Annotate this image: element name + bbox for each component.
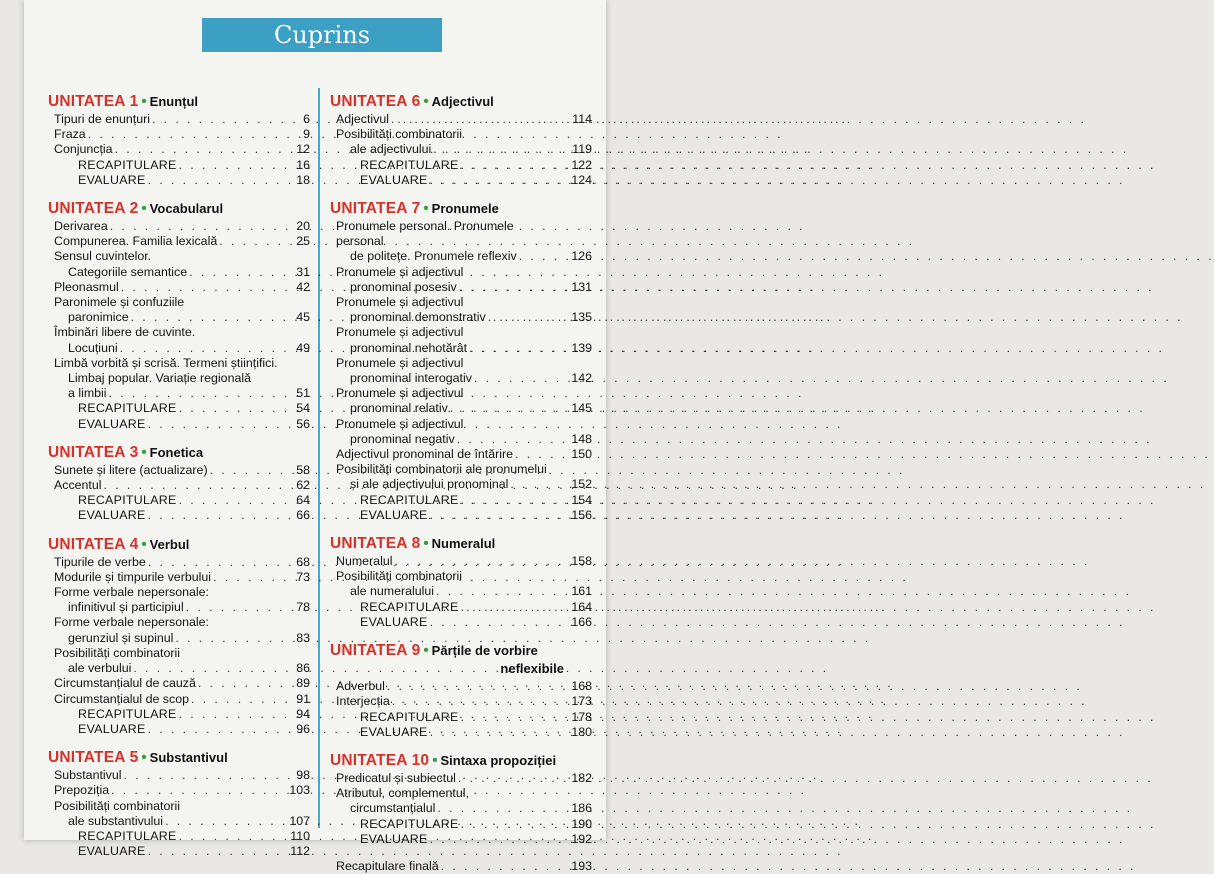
toc-section-entry — [330, 173, 592, 188]
toc-page-number: 107 — [289, 813, 310, 828]
toc-entry-text: Atributul, complementul, — [336, 786, 469, 801]
toc-entry — [330, 356, 592, 386]
toc-entry-text: EVALUARE — [360, 614, 428, 629]
toc-page-number: 98 — [296, 768, 310, 783]
toc-entry-text: RECAPITULARE — [78, 828, 177, 843]
dot-leader — [430, 615, 1125, 630]
toc-page-number: 124 — [571, 172, 592, 187]
toc-page-number: 73 — [296, 569, 310, 584]
toc-entry-text: Conjuncția — [54, 142, 113, 157]
toc-entry-text: Substantivul — [54, 768, 122, 783]
toc-entry-text: Îmbinări libere de cuvinte. — [54, 325, 196, 340]
toc-section-entry — [48, 401, 310, 416]
toc-entry-text: RECAPITULARE — [360, 816, 459, 831]
toc-page-number: 96 — [296, 721, 310, 736]
dot-leader — [450, 401, 1145, 416]
toc-section-entry — [48, 844, 310, 859]
unit-title: Părțile de vorbire — [431, 643, 538, 659]
toc-entry-text: Forme verbale nepersonale: — [54, 615, 209, 630]
book-page — [24, 0, 606, 873]
toc-entry-text: Limbaj popular. Variație regională — [68, 371, 251, 386]
toc-section-entry — [48, 173, 310, 188]
toc-section-entry — [48, 417, 310, 432]
dot-leader — [436, 584, 1131, 599]
toc-page-number: 119 — [572, 142, 592, 157]
dot-leader — [387, 679, 1082, 694]
toc-entry — [330, 679, 592, 694]
toc-entry-text: EVALUARE — [78, 844, 146, 859]
toc-page-number: 64 — [296, 493, 310, 508]
unit-label: UNITATEA 5 — [48, 749, 139, 767]
toc-entry-text: Pronumele personal. Pronumele personal — [336, 219, 514, 249]
toc-page-number: 154 — [571, 492, 592, 507]
toc-entry — [48, 234, 310, 249]
toc-entry — [48, 799, 310, 829]
toc-entry-text: Derivarea — [54, 219, 108, 234]
toc-entry — [330, 694, 592, 709]
toc-entry-text: RECAPITULARE — [360, 492, 459, 507]
toc-entry-text: Sensul cuvintelor. — [54, 249, 152, 264]
toc-entry-text: Sunete și litere (actualizare) — [54, 462, 208, 477]
toc-entry-text: Tipuri de enunțuri — [54, 112, 150, 126]
toc-entry-text: pronominal interogativ — [350, 371, 472, 386]
toc-entry — [330, 127, 592, 157]
unit-heading — [48, 200, 310, 218]
toc-unit — [330, 535, 592, 630]
toc-page-number: 135 — [571, 310, 592, 325]
page-title: Cuprins — [202, 18, 442, 52]
toc-entry-text: Posibilități combinatorii — [336, 569, 463, 584]
toc-section-entry — [48, 158, 310, 173]
toc-entry — [330, 219, 592, 265]
toc-entry — [48, 356, 310, 402]
toc-section-entry — [330, 832, 592, 847]
toc-page-number: 83 — [296, 630, 310, 645]
toc-entry-text: Pleonasmul — [54, 279, 119, 294]
toc-entry-text: Circumstanțialul de scop — [54, 691, 189, 706]
unit-title: Verbul — [149, 536, 190, 552]
unit-title: Fonetica — [149, 444, 204, 460]
bullet-icon: • — [141, 200, 147, 218]
toc-entry-text: Predicatul și subiectul — [336, 770, 456, 785]
toc-page-number: 126 — [571, 249, 592, 264]
toc-page-number: 9 — [303, 127, 310, 142]
dot-leader — [391, 112, 1086, 127]
toc-entry-text: Compunerea. Familia lexicală — [54, 234, 218, 249]
toc-page-number: 91 — [296, 691, 310, 706]
toc-entry-text: și ale adjectivului pronominal — [350, 477, 509, 492]
toc-entry-text: ale substantivului — [68, 813, 164, 828]
toc-entry-text: EVALUARE — [78, 172, 146, 187]
toc-entry-text: circumstanțialul — [350, 801, 436, 816]
toc-entry-text: Posibilități combinatorii — [54, 798, 181, 813]
unit-heading — [330, 642, 592, 678]
toc-entry-text: ale verbului — [68, 661, 132, 676]
toc-entry-text: EVALUARE — [78, 721, 146, 736]
toc-entry-text: RECAPITULARE — [78, 157, 177, 172]
toc-entry — [330, 112, 592, 127]
toc-entry — [48, 676, 310, 691]
toc-entry-text: RECAPITULARE — [78, 706, 177, 721]
toc-section-entry — [330, 710, 592, 725]
toc-entry — [48, 615, 310, 645]
toc-page-number: 145 — [571, 401, 592, 416]
toc-entry-text: Pronumele și adjectivul — [336, 295, 464, 310]
toc-section-entry — [330, 725, 592, 740]
unit-title: Numeralul — [431, 536, 496, 552]
toc-entry — [330, 554, 592, 569]
toc-entry-text: pronominal demonstrativ — [350, 310, 486, 325]
toc-entry — [330, 771, 592, 786]
toc-left-column — [48, 93, 310, 871]
bullet-icon: • — [141, 749, 147, 767]
toc-entry — [330, 462, 592, 492]
toc-entry-text: Circumstanțialul de cauză — [54, 676, 196, 691]
toc-entry — [330, 295, 592, 325]
dot-leader — [430, 725, 1125, 740]
toc-page-number: 51 — [296, 386, 310, 401]
toc-entry-text: pronominal posesiv — [350, 279, 457, 294]
toc-entry — [48, 692, 310, 707]
toc-entry-text: RECAPITULARE — [360, 709, 459, 724]
toc-entry-text: RECAPITULARE — [360, 599, 459, 614]
toc-page-number: 31 — [296, 264, 310, 279]
dot-leader — [430, 832, 1125, 847]
toc-page-number: 45 — [296, 310, 310, 325]
dot-leader — [441, 859, 1136, 874]
unit-title-continued: neflexibile — [500, 661, 564, 677]
unit-heading — [48, 536, 310, 554]
dot-leader — [457, 432, 1152, 447]
toc-entry — [48, 219, 310, 234]
toc-entry — [48, 325, 310, 355]
toc-section-entry — [48, 829, 310, 844]
unit-heading — [330, 200, 592, 218]
dot-leader — [510, 477, 1205, 492]
dot-leader — [430, 173, 1125, 188]
bullet-icon: • — [141, 93, 147, 110]
toc-entry-text: paronimice — [68, 310, 129, 325]
toc-section-entry — [330, 600, 592, 615]
unit-label: UNITATEA 4 — [48, 535, 139, 553]
unit-label: UNITATEA 3 — [48, 443, 139, 461]
toc-page-number: 148 — [571, 431, 592, 446]
toc-entry — [330, 786, 592, 816]
toc-entry-text: Numeralul — [336, 554, 393, 569]
unit-heading — [48, 93, 310, 111]
toc-entry-text: RECAPITULARE — [360, 157, 459, 172]
toc-entry — [330, 417, 592, 447]
toc-entry — [330, 386, 592, 416]
toc-page-number: 25 — [296, 234, 310, 249]
toc-entry-text: a limbii — [68, 386, 107, 401]
toc-unit — [48, 444, 310, 524]
toc-entry-text: Pronumele și adjectivul — [336, 325, 464, 340]
toc-entry-text: RECAPITULARE — [78, 493, 177, 508]
toc-page-number: 122 — [571, 157, 592, 172]
toc-entry — [48, 112, 310, 127]
unit-label: UNITATEA 6 — [330, 93, 421, 110]
toc-entry-text: gerunziul și supinul — [68, 630, 174, 645]
toc-section-entry — [48, 722, 310, 737]
toc-page-number: 178 — [571, 709, 592, 724]
toc-entry — [48, 295, 310, 325]
toc-section-entry — [48, 707, 310, 722]
toc-entry — [330, 569, 592, 599]
toc-page-number: 193 — [571, 858, 592, 873]
toc-final-entry — [330, 859, 592, 874]
dot-leader — [433, 142, 1128, 157]
toc-unit — [48, 536, 310, 737]
toc-page-number: 131 — [571, 279, 592, 294]
toc-page-number: 150 — [571, 447, 592, 462]
toc-page-number: 6 — [303, 112, 310, 126]
toc-entry-text: EVALUARE — [360, 172, 428, 187]
unit-title: Substantivul — [149, 750, 228, 766]
toc-entry-text: pronominal negativ — [350, 431, 455, 446]
toc-entry-text: Posibilități combinatorii — [54, 645, 181, 660]
toc-page-number: 114 — [572, 112, 592, 126]
toc-section-entry — [48, 493, 310, 508]
toc-page-number: 54 — [296, 401, 310, 416]
toc-page-number: 192 — [571, 831, 592, 846]
unit-title: Vocabularul — [149, 201, 224, 217]
toc-page-number: 156 — [571, 507, 592, 522]
toc-page-number: 66 — [296, 508, 310, 523]
toc-page-number: 86 — [296, 661, 310, 676]
toc-unit — [330, 642, 592, 740]
toc-page-number: 68 — [296, 554, 310, 569]
toc-page-number: 152 — [571, 477, 592, 492]
toc-entry — [48, 478, 310, 493]
toc-entry — [48, 127, 310, 142]
unit-heading — [330, 752, 592, 770]
toc-page-number: 58 — [296, 462, 310, 477]
toc-entry — [330, 325, 592, 355]
toc-entry-text: pronominal relativ — [350, 401, 448, 416]
toc-entry-text: Paronimele și confuziile — [54, 295, 185, 310]
toc-entry-text: Pronumele și adjectivul — [336, 416, 464, 431]
toc-entry-text: EVALUARE — [360, 831, 428, 846]
toc-page-number: 56 — [296, 416, 310, 431]
toc-entry-text: Adverbul — [336, 679, 385, 694]
toc-unit — [48, 749, 310, 859]
toc-entry-text: Pronumele și adjectivul — [336, 355, 464, 370]
toc-entry-text: Locuțiuni — [68, 340, 118, 355]
toc-page-number: 180 — [571, 724, 592, 739]
toc-entry — [48, 555, 310, 570]
dot-leader — [392, 694, 1087, 709]
toc-page-number: 110 — [290, 828, 310, 843]
unit-title: Adjectivul — [431, 94, 494, 109]
toc-entry-text: Prepoziția — [54, 783, 110, 798]
toc-page-number: 166 — [571, 614, 592, 629]
toc-entry-text: ale adjectivului — [350, 142, 432, 157]
toc-entry — [48, 463, 310, 478]
toc-page-number: 164 — [571, 599, 592, 614]
toc-entry-text: infinitivul și participiul — [68, 600, 184, 615]
toc-entry-text: Pronumele și adjectivul — [336, 264, 464, 279]
toc-page-number: 62 — [296, 478, 310, 493]
toc-entry — [48, 280, 310, 295]
bullet-icon: • — [423, 535, 429, 553]
toc-page-number: 173 — [571, 694, 592, 709]
toc-page-number: 20 — [296, 219, 310, 234]
toc-unit — [48, 93, 310, 188]
toc-entry-text: Accentul — [54, 478, 102, 493]
toc-page-number: 49 — [296, 340, 310, 355]
unit-label: UNITATEA 8 — [330, 535, 421, 553]
toc-entry-text: Recapitulare finală — [336, 858, 439, 873]
toc-page-number: 158 — [571, 554, 592, 569]
toc-entry-text: de politețe. Pronumele reflexiv — [350, 249, 517, 264]
toc-page-number: 103 — [289, 783, 310, 798]
toc-entry — [48, 783, 310, 798]
toc-entry-text: RECAPITULARE — [78, 401, 177, 416]
toc-entry — [48, 142, 310, 157]
toc-entry — [48, 570, 310, 585]
dot-leader — [519, 249, 1214, 264]
bullet-icon: • — [432, 751, 438, 769]
bullet-icon: • — [423, 93, 429, 110]
toc-entry-text: Categoriile semantice — [68, 264, 188, 279]
toc-page-number: 168 — [571, 679, 592, 694]
unit-heading — [48, 749, 310, 767]
bullet-icon: • — [423, 200, 429, 218]
toc-page-number: 112 — [290, 844, 310, 859]
toc-entry — [330, 447, 592, 462]
toc-entry — [48, 585, 310, 615]
toc-entry-text: Tipurile de verbe — [54, 554, 146, 569]
toc-page-number: 16 — [296, 157, 310, 172]
toc-entry-text: Forme verbale nepersonale: — [54, 585, 209, 600]
toc-page-number: 78 — [296, 600, 310, 615]
toc-unit — [330, 93, 592, 188]
toc-section-entry — [330, 493, 592, 508]
toc-unit — [330, 752, 592, 847]
toc-entry-text: EVALUARE — [360, 724, 428, 739]
toc-page-number: 161 — [571, 584, 592, 599]
toc-page-number: 42 — [296, 279, 310, 294]
toc-page-number: 18 — [296, 172, 310, 187]
unit-title: Sintaxa propoziției — [440, 752, 557, 768]
toc-section-entry — [48, 508, 310, 523]
unit-label: UNITATEA 10 — [330, 751, 430, 769]
toc-page-number: 186 — [571, 801, 592, 816]
unit-label: UNITATEA 1 — [48, 93, 139, 110]
toc-entry-text: Adjectivul pronominal de întărire — [336, 447, 514, 462]
toc-section-entry — [330, 158, 592, 173]
dot-leader — [437, 801, 1132, 816]
unit-heading — [48, 444, 310, 462]
toc-page-number: 190 — [571, 816, 592, 831]
unit-label: UNITATEA 9 — [330, 642, 421, 660]
unit-label: UNITATEA 2 — [48, 200, 139, 218]
toc-entry — [48, 768, 310, 783]
toc-entry-text: Adjectivul — [336, 112, 390, 126]
toc-entry-text: Posibilități combinatorii — [336, 127, 463, 142]
unit-label: UNITATEA 7 — [330, 200, 421, 218]
toc-entry-text: Fraza — [54, 127, 86, 142]
toc-unit — [48, 200, 310, 432]
unit-heading — [330, 93, 592, 111]
toc-page-number: 182 — [571, 770, 592, 785]
dot-leader — [430, 508, 1125, 523]
toc-entry — [48, 646, 310, 676]
toc-page-number: 142 — [571, 371, 592, 386]
unit-heading — [330, 535, 592, 553]
unit-title: Enunțul — [149, 94, 199, 109]
toc-entry-text: Modurile și timpurile verbului — [54, 569, 212, 584]
toc-entry-text: Posibilități combinatorii ale pronumelui — [336, 462, 547, 477]
toc-section-entry — [330, 817, 592, 832]
bullet-icon: • — [423, 642, 429, 660]
toc-section-entry — [330, 508, 592, 523]
toc-entry-text: EVALUARE — [78, 416, 146, 431]
toc-page-number: 12 — [296, 142, 310, 157]
dot-leader — [515, 447, 1210, 462]
toc-section-entry — [330, 615, 592, 630]
toc-page-number: 139 — [571, 340, 592, 355]
toc-entry-text: ale numeralului — [350, 584, 435, 599]
toc-unit — [330, 200, 592, 523]
bullet-icon: • — [141, 443, 147, 461]
toc-entry-text: EVALUARE — [78, 508, 146, 523]
dot-leader — [394, 554, 1089, 569]
toc-entry-text: Limbă vorbită și scrisă. Termeni științifici. — [54, 355, 278, 370]
unit-title: Pronumele — [431, 201, 499, 217]
toc-entry-text: EVALUARE — [360, 507, 428, 522]
toc-entry-text: Pronumele și adjectivul — [336, 386, 464, 401]
toc-page-number: 89 — [296, 676, 310, 691]
toc-entry-text: Interjecția — [336, 694, 390, 709]
bullet-icon: • — [141, 535, 147, 553]
toc-entry — [330, 265, 592, 295]
toc-entry-text: pronominal nehotărât — [350, 340, 468, 355]
toc-page-number: 94 — [296, 706, 310, 721]
toc-right-column — [330, 93, 592, 874]
toc-entry — [48, 249, 310, 279]
